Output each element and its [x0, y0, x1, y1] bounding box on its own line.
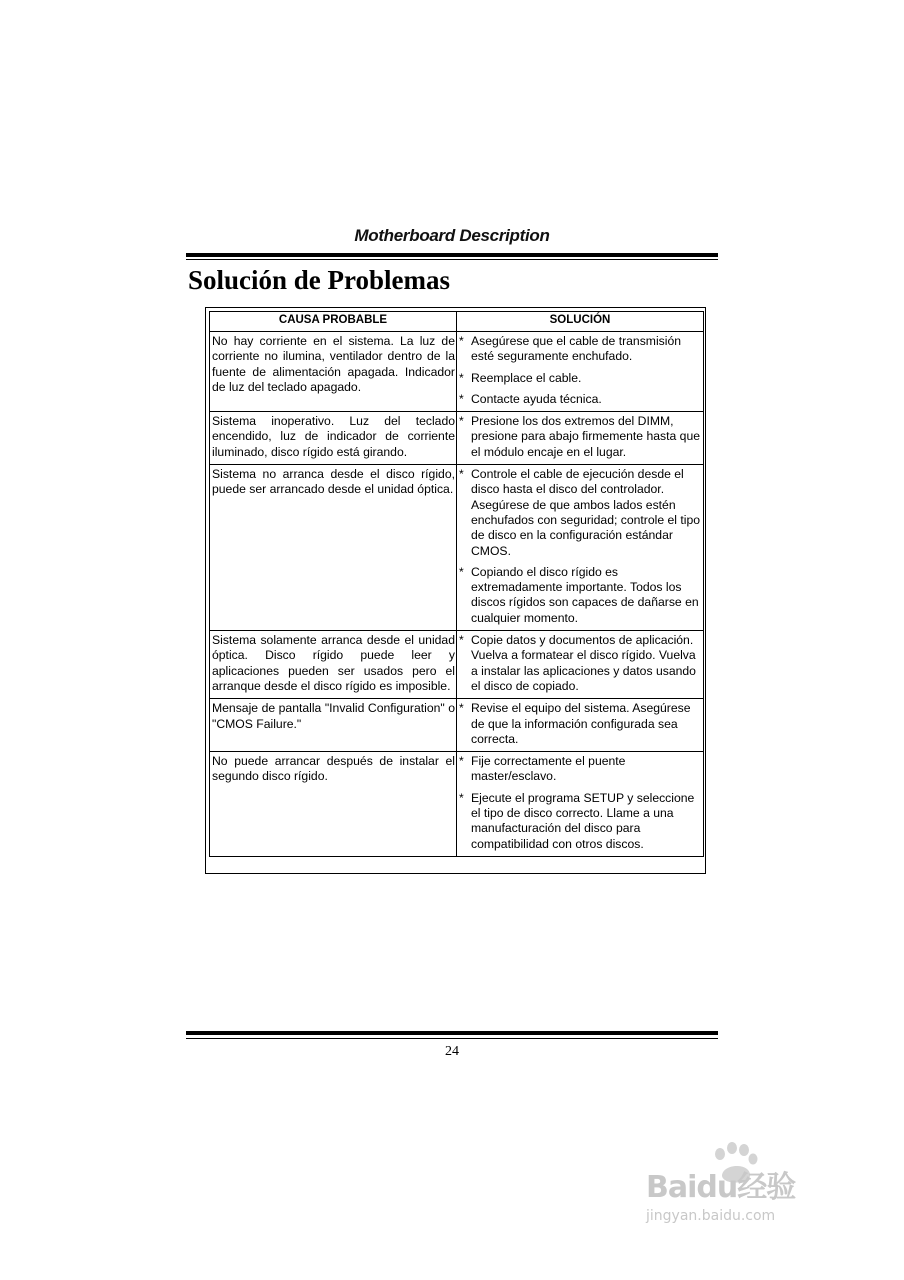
troubleshooting-table — [209, 311, 704, 857]
footer-rule-thick — [186, 1031, 718, 1035]
cause-cell: No puede arrancar después de instalar el segundo disco rígido. — [210, 752, 457, 857]
cause-cell: Sistema solamente arranca desde el unidad óptica. Disco rígido puede leer y aplicaciones pueden ser usados pero el arranque desde el disco rígido es imposible. — [210, 631, 457, 699]
table-header-row — [210, 312, 704, 332]
solution-item — [459, 371, 702, 386]
solution-cell — [457, 412, 704, 465]
solution-item — [459, 633, 702, 694]
troubleshooting-table-frame — [205, 307, 706, 874]
cause-cell: Mensaje de pantalla "Invalid Configuration" o "CMOS Failure." — [210, 699, 457, 752]
solution-text: Revise el equipo del sistema. Asegúrese de que la información configurada sea correcta. — [471, 701, 691, 746]
solution-item — [459, 334, 702, 365]
bullet-marker: * — [459, 564, 464, 579]
bullet-marker: * — [459, 414, 464, 429]
solution-item — [459, 565, 702, 626]
header-title: Motherboard Description — [354, 226, 550, 245]
cause-cell: No hay corriente en el sistema. La luz de corriente no ilumina, ventilador dentro de la fuente de alimentación apagada. Indicador de luz del teclado apagado. — [210, 332, 457, 412]
table-row — [210, 332, 704, 412]
solution-item — [459, 754, 702, 785]
solution-text: Presione los dos extremos del DIMM, presione para abajo firmemente hasta que el módulo encaje en el lugar. — [471, 414, 700, 459]
solution-text: Contacte ayuda técnica. — [471, 391, 602, 406]
table-row — [210, 412, 704, 465]
solution-cell — [457, 752, 704, 857]
page-heading: Solución de Problemas — [188, 265, 451, 295]
bullet-marker: * — [459, 391, 464, 406]
table-row — [210, 631, 704, 699]
solution-cell — [457, 465, 704, 631]
column-header-solution: SOLUCIÓN — [457, 312, 704, 332]
solution-text: Controle el cable de ejecución desde el disco hasta el disco del controlador. Asegúrese de que ambos lados estén enchufados con seguridad; controle el tipo de disco en la configuración estándar CMOS. — [471, 467, 701, 558]
header-rule-thin — [186, 259, 718, 260]
cause-cell: Sistema inoperativo. Luz del teclado encendido, luz de indicador de corriente iluminado, disco rígido está girando. — [210, 412, 457, 465]
cause-cell: Sistema no arranca desde el disco rígido, puede ser arrancado desde el unidad óptica. — [210, 465, 457, 631]
solution-text: Ejecute el programa SETUP y seleccione el tipo de disco correcto. Llame a una manufacturación del disco para compatibilidad con otros discos. — [471, 790, 695, 851]
solution-cell — [457, 699, 704, 752]
table-row — [210, 465, 704, 631]
page-number: 24 — [445, 1044, 459, 1059]
solution-text: Copiando el disco rígido es extremadamente importante. Todos los discos rígidos son capaces de dañarse en cualquier momento. — [471, 564, 699, 625]
footer-rule-thin — [186, 1038, 718, 1039]
bullet-marker: * — [459, 633, 464, 648]
header-rule-thick — [186, 253, 718, 257]
bullet-marker: * — [459, 334, 464, 348]
watermark — [640, 1150, 860, 1230]
solution-cell — [457, 332, 704, 412]
table-row — [210, 752, 704, 857]
solution-item — [459, 392, 702, 407]
bullet-marker: * — [459, 701, 464, 716]
solution-text: Reemplace el cable. — [471, 370, 582, 385]
watermark-logo: Baidu经验 — [646, 1170, 796, 1205]
solution-item — [459, 701, 702, 747]
solution-text: Copie datos y documentos de aplicación. Vuelva a formatear el disco rígido. Vuelva a instalar las aplicaciones y datos usando el disco de copiado. — [471, 633, 696, 693]
solution-text: Fije correctamente el puente master/esclavo. — [471, 754, 626, 784]
bullet-marker: * — [459, 754, 464, 769]
solution-cell — [457, 631, 704, 699]
solution-item — [459, 791, 702, 852]
solution-item — [459, 414, 702, 460]
table-row — [210, 699, 704, 752]
solution-text: Asegúrese que el cable de transmisión esté seguramente enchufado. — [471, 334, 682, 364]
bullet-marker: * — [459, 467, 464, 482]
column-header-cause: CAUSA PROBABLE — [210, 312, 457, 332]
bullet-marker: * — [459, 370, 464, 385]
watermark-url: jingyan.baidu.com — [646, 1208, 776, 1224]
bullet-marker: * — [459, 790, 464, 805]
solution-item — [459, 467, 702, 559]
